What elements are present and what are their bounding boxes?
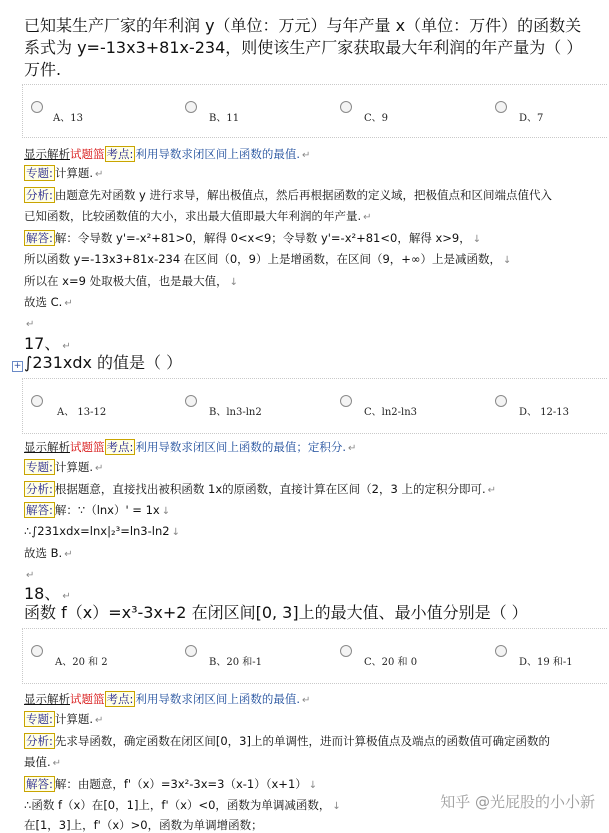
q17-zhuanti-text: 计算题. xyxy=(54,460,94,474)
q16-stem-line3: 万件. xyxy=(24,60,62,79)
q16-fenxi-text2: 已知函数，比较函数值的大小，求出最大值即最大年利润的年产量. xyxy=(24,209,362,223)
watermark: 知乎 @光屁股的小小新 xyxy=(440,793,595,811)
q17-jieda-line2: ∴∫231xdx=lnx|₂³=ln3-ln2 ↓ xyxy=(24,524,180,538)
q17-kaodian-text: 利用导数求闭区间上函数的最值；定积分. xyxy=(135,440,347,454)
q16-jieda-text3: 所以在 x=9 处取极大值，也是最大值， xyxy=(24,274,228,288)
q16-kaodian-text: 利用导数求闭区间上函数的最值. xyxy=(135,147,301,161)
q18-fenxi-text1: 先求导函数，确定函数在闭区间[0，3]上的单调性，进而计算极值点及端点的函数值可确定函数的 xyxy=(54,734,550,748)
q18-zhuanti-line: 专题: 计算题. ↵ xyxy=(26,712,104,726)
q18-analysis-header: 显示解析试题篮 考点: 利用导数求闭区间上函数的最值. ↵ xyxy=(24,692,311,706)
q16-stem-line2: 系式为 y=-13x3+81x-234，则使该生产厂家获取最大年利润的年产量为（ ） xyxy=(24,38,583,57)
q16-basket-link[interactable]: 试题篮 xyxy=(70,147,105,161)
q17-fenxi-text1: 根据题意，直接找出被积函数 1x的原函数，直接计算在区间（2，3 上的定积分即可. xyxy=(54,482,486,496)
q17-options xyxy=(22,378,607,434)
q17-show-analysis-link[interactable]: 显示解析 xyxy=(24,440,70,454)
q17-number-text: 17、 xyxy=(24,334,61,353)
q18-kaodian-text: 利用导数求闭区间上函数的最值. xyxy=(135,692,301,706)
q16-answer-text: 故选 C. xyxy=(24,295,63,309)
q16-stem-line1: 已知某生产厂家的年利润 y（单位：万元）与年产量 x（单位：万件）的函数关 xyxy=(24,16,582,35)
q18-fenxi-line1 xyxy=(24,733,550,749)
q18-option-c[interactable]: C、20 和 0 xyxy=(364,657,418,668)
q18-radio-c[interactable] xyxy=(340,645,352,657)
q17-stem: ∫231xdx 的值是（ ） xyxy=(24,353,183,372)
q18-stem: 函数 f（x）=x³-3x+2 在闭区间[0, 3]上的最大值、最小值分别是（ ） xyxy=(24,603,528,622)
blank-line: ↵ xyxy=(26,319,35,330)
q18-jieda-tag: 解答: xyxy=(26,777,53,791)
q18-show-analysis-link[interactable]: 显示解析 xyxy=(24,692,70,706)
q18-fenxi-text2: 最值. xyxy=(24,755,51,769)
q16-answer: 故选 C. ↵ xyxy=(24,295,73,309)
q17-jieda-line1: 解答: 解：∵（lnx）' = 1x ↓ xyxy=(26,503,171,517)
expand-icon[interactable]: + xyxy=(13,361,22,371)
q18-basket-link[interactable]: 试题篮 xyxy=(70,692,105,706)
q17-jieda-tag: 解答: xyxy=(26,503,53,517)
q16-radio-a[interactable] xyxy=(31,101,43,113)
q16-zhuanti-line: 专题: 计算题. ↵ xyxy=(26,166,104,180)
q18-jieda-text1: 解：由题意，f'（x）=3x²-3x=3（x-1）（x+1） xyxy=(54,777,307,791)
q16-option-d[interactable]: D、7 xyxy=(519,113,544,124)
q16-jieda-line1: 解答: 解：令导数 y'=-x²+81>0，解得 0<x<9；令导数 y'=-x²+81<0，解得 x>9， ↓ xyxy=(26,231,482,245)
q16-fenxi-line1 xyxy=(24,187,552,203)
q16-jieda-text2: 所以函数 y=-13x3+81x-234 在区间（0，9）上是增函数，在区间（9，+∞）上是减函数， xyxy=(24,252,501,266)
q18-option-b[interactable]: B、20 和-1 xyxy=(209,657,262,668)
q18-option-d[interactable]: D、19 和-1 xyxy=(519,657,573,668)
q16-kaodian-tag: 考点: xyxy=(106,147,134,161)
q16-jieda-tag: 解答: xyxy=(26,231,53,245)
q16-radio-c[interactable] xyxy=(340,101,352,113)
q17-fenxi-tag: 分析: xyxy=(26,482,53,496)
q18-jieda-text3: 在[1，3]上，f'（x）>0，函数为单调增函数； xyxy=(24,818,263,832)
q18-radio-d[interactable] xyxy=(495,645,507,657)
q16-show-analysis-link[interactable]: 显示解析 xyxy=(24,147,70,161)
q16-zhuanti-text: 计算题. xyxy=(54,166,94,180)
q18-jieda-text2: ∴函数 f（x）在[0，1]上，f'（x）<0，函数为单调减函数， xyxy=(24,798,331,812)
q18-option-a[interactable]: A、20 和 2 xyxy=(55,657,108,668)
q16-option-c[interactable]: C、9 xyxy=(364,113,389,124)
q17-answer: 故选 B. ↵ xyxy=(24,546,73,560)
q17-basket-link[interactable]: 试题篮 xyxy=(70,440,105,454)
q17-radio-b[interactable] xyxy=(185,395,197,407)
q18-jieda-line1: 解答: 解：由题意，f'（x）=3x²-3x=3（x-1）（x+1） ↓ xyxy=(26,777,318,791)
q17-zhuanti-tag: 专题: xyxy=(26,460,53,474)
q18-radio-a[interactable] xyxy=(31,645,43,657)
q17-radio-c[interactable] xyxy=(340,395,352,407)
q18-fenxi-tag: 分析: xyxy=(26,734,53,748)
q16-fenxi-text1: 由题意先对函数 y 进行求导，解出极值点，然后再根据函数的定义域，把极值点和区间端点值代入 xyxy=(54,188,552,202)
q16-jieda-text1: 解：令导数 y'=-x²+81>0，解得 0<x<9；令导数 y'=-x²+81<0，解得 x>9， xyxy=(54,231,471,245)
q17-zhuanti-line: 专题: 计算题. ↵ xyxy=(26,460,104,474)
q17-option-d[interactable]: D、 12-13 xyxy=(519,407,570,418)
q16-zhuanti-tag: 专题: xyxy=(26,166,53,180)
q18-jieda-line2: ∴函数 f（x）在[0，1]上，f'（x）<0，函数为单调减函数， ↓ xyxy=(24,798,341,812)
q18-options xyxy=(22,628,607,684)
q17-jieda-text2: ∴∫231xdx=lnx|₂³=ln3-ln2 xyxy=(24,524,170,538)
q18-jieda-line3 xyxy=(24,817,263,833)
q16-jieda-line3: 所以在 x=9 处取极大值，也是最大值， ↓ xyxy=(24,274,238,288)
q17-number: 17、 ↵ xyxy=(24,334,71,353)
q17-option-a[interactable]: A、 13-12 xyxy=(57,407,107,418)
q16-options xyxy=(22,84,607,138)
q16-option-a[interactable]: A、13 xyxy=(53,113,83,124)
q16-fenxi-tag: 分析: xyxy=(26,188,53,202)
q17-option-b[interactable]: B、ln3-ln2 xyxy=(209,407,262,418)
q18-radio-b[interactable] xyxy=(185,645,197,657)
q16-radio-d[interactable] xyxy=(495,101,507,113)
blank-line-2: ↵ xyxy=(26,570,35,581)
q18-kaodian-tag: 考点: xyxy=(106,692,134,706)
q16-analysis-header: 显示解析试题篮 考点: 利用导数求闭区间上函数的最值. ↵ xyxy=(24,147,311,161)
q17-answer-text: 故选 B. xyxy=(24,546,63,560)
q16-jieda-line2: 所以函数 y=-13x3+81x-234 在区间（0，9）上是增函数，在区间（9，+∞）上是减函数， ↓ xyxy=(24,252,512,266)
q18-number: 18、 ↵ xyxy=(24,584,71,603)
q17-radio-d[interactable] xyxy=(495,395,507,407)
q17-kaodian-tag: 考点: xyxy=(106,440,134,454)
q18-fenxi-line2: 最值. ↵ xyxy=(24,755,62,769)
q18-number-text: 18、 xyxy=(24,584,61,603)
q18-zhuanti-tag: 专题: xyxy=(26,712,53,726)
q17-fenxi-line1: 分析: 根据题意，直接找出被积函数 1x的原函数，直接计算在区间（2，3 上的定积分即可. ↵ xyxy=(26,482,496,496)
q17-option-c[interactable]: C、ln2-ln3 xyxy=(364,407,418,418)
q16-option-b[interactable]: B、11 xyxy=(209,113,240,124)
q16-radio-b[interactable] xyxy=(185,101,197,113)
q17-radio-a[interactable] xyxy=(31,395,43,407)
q16-fenxi-line2: 已知函数，比较函数值的大小，求出最大值即最大年利润的年产量. ↵ xyxy=(24,209,372,223)
q17-jieda-text1: 解：∵（lnx）' = 1x xyxy=(54,503,160,517)
q17-analysis-header: 显示解析试题篮 考点: 利用导数求闭区间上函数的最值；定积分. ↵ xyxy=(24,440,357,454)
q18-zhuanti-text: 计算题. xyxy=(54,712,94,726)
